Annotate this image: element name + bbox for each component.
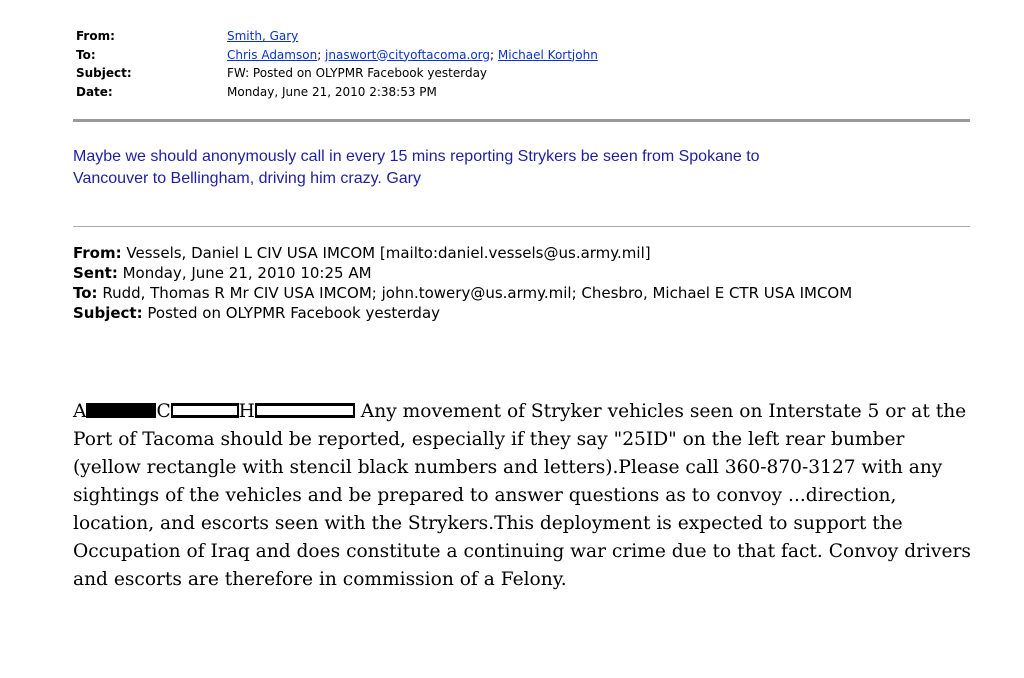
- reply-message: [73, 146, 953, 190]
- forwarded-header: [73, 243, 953, 323]
- fwd-sent-row: [73, 263, 953, 283]
- post-text: Any movement of Stryker vehicles seen on Interstate 5 or at the Port of Tacoma should be reported, especially if they say "25ID" on the left rear bumber (yellow rectangle with stencil black numbers and letters).Please call 360-870-3127 with any sightings of the vehicles and be prepared to answer questions as to convoy ...direction, location, and escorts seen with the Strykers.This deployment is expected to support the Occupation of Iraq and does constitute a continuing war crime due to that fact. Convoy drivers and escorts are therefore in commission of a Felony.: [73, 401, 971, 590]
- subject-value: FW: Posted on OLYPMR Facebook yesterday: [227, 66, 488, 80]
- recipient-separator: ;: [317, 47, 326, 62]
- redaction-box: [171, 403, 239, 418]
- post-fragment: C: [156, 401, 171, 422]
- from-sender-link[interactable]: Smith, Gary: [227, 29, 299, 43]
- to-recipient-link[interactable]: jnaswort@cityoftacoma.org: [325, 47, 491, 62]
- header-from-row: [76, 27, 976, 46]
- to-label: To:: [76, 47, 96, 62]
- reply-line: Vancouver to Bellingham, driving him crazy. Gary: [73, 170, 421, 187]
- header-divider: [73, 119, 970, 122]
- redaction-box: [255, 403, 355, 418]
- header-to-row: [76, 46, 976, 65]
- header-subject-row: [76, 64, 976, 83]
- fwd-from-value: Vessels, Daniel L CIV USA IMCOM [mailto:daniel.vessels@us.army.mil]: [121, 244, 651, 262]
- to-recipient-link[interactable]: Chris Adamson: [227, 47, 318, 62]
- post-fragment: H: [238, 401, 255, 422]
- post-body: [73, 398, 973, 594]
- fwd-sent-label: Sent:: [73, 264, 118, 282]
- recipient-separator: ;: [490, 47, 498, 62]
- header-date-row: [76, 83, 976, 102]
- fwd-sent-value: Monday, June 21, 2010 10:25 AM: [117, 264, 372, 282]
- date-value: Monday, June 21, 2010 2:38:53 PM: [227, 84, 437, 99]
- from-label: From:: [76, 29, 115, 43]
- fwd-to-label: To:: [73, 284, 98, 302]
- fwd-subject-value: Posted on OLYPMR Facebook yesterday: [142, 304, 441, 322]
- date-label: Date:: [76, 84, 113, 99]
- fwd-to-row: [73, 283, 953, 303]
- fwd-subject-row: [73, 303, 953, 323]
- fwd-from-row: [73, 243, 953, 263]
- fwd-subject-label: Subject:: [73, 304, 143, 322]
- to-recipient-link[interactable]: Michael Kortjohn: [497, 47, 598, 62]
- post-fragment: A: [73, 401, 87, 422]
- reply-line: Maybe we should anonymously call in every 15 mins reporting Strykers be seen from Spokane to: [73, 148, 760, 165]
- redaction-box: [86, 403, 156, 418]
- fwd-from-label: From:: [73, 244, 122, 262]
- fwd-to-value: Rudd, Thomas R Mr CIV USA IMCOM; john.towery@us.army.mil; Chesbro, Michael E CTR USA IMCOM: [97, 284, 853, 302]
- subject-label: Subject:: [76, 66, 132, 80]
- forward-divider: [73, 226, 970, 227]
- email-header: [76, 27, 976, 101]
